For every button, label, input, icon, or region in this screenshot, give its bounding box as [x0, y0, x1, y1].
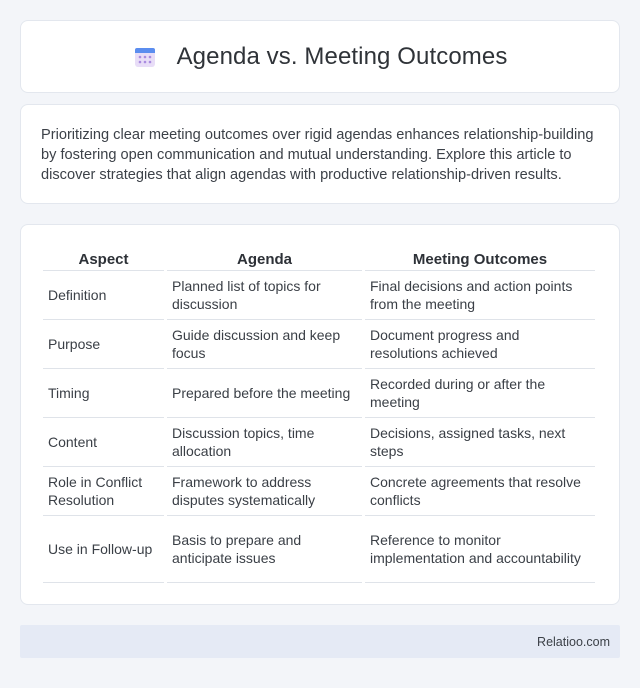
title-card — [20, 20, 620, 93]
table-row — [43, 320, 595, 369]
cell-aspect: Purpose — [43, 320, 164, 369]
table-header-row — [43, 245, 595, 271]
cell-agenda: Planned list of topics for discussion — [167, 271, 362, 320]
cell-agenda: Discussion topics, time allocation — [167, 418, 362, 467]
header-aspect: Aspect — [43, 245, 164, 271]
header-meeting-outcomes: Meeting Outcomes — [365, 245, 595, 271]
cell-aspect: Role in Conflict Resolution — [43, 467, 164, 516]
cell-outcomes: Decisions, assigned tasks, next steps — [365, 418, 595, 467]
calendar-icon — [133, 45, 157, 69]
intro-card — [20, 104, 620, 204]
table-row — [43, 369, 595, 418]
page-title: Agenda vs. Meeting Outcomes — [176, 42, 508, 70]
cell-outcomes: Recorded during or after the meeting — [365, 369, 595, 418]
cell-aspect: Timing — [43, 369, 164, 418]
footer-bar — [20, 625, 620, 658]
header-agenda: Agenda — [167, 245, 362, 271]
table-row — [43, 516, 595, 583]
cell-agenda: Basis to prepare and anticipate issues — [167, 516, 362, 583]
comparison-table — [40, 245, 598, 583]
cell-aspect: Content — [43, 418, 164, 467]
cell-agenda: Guide discussion and keep focus — [167, 320, 362, 369]
table-row — [43, 418, 595, 467]
cell-outcomes: Reference to monitor implementation and accountability — [365, 516, 595, 583]
cell-aspect: Use in Follow-up — [43, 516, 164, 583]
table-row — [43, 271, 595, 320]
cell-agenda: Framework to address disputes systematically — [167, 467, 362, 516]
comparison-table-card — [20, 224, 620, 605]
footer-brand: Relatioo.com — [537, 634, 610, 649]
intro-paragraph: Prioritizing clear meeting outcomes over rigid agendas enhances relationship-building by fostering open communication and mutual understanding. Explore this article to discover strategies that align agendas with productive relationship-driven results. — [41, 127, 594, 183]
cell-aspect: Definition — [43, 271, 164, 320]
table-row — [43, 467, 595, 516]
cell-outcomes: Final decisions and action points from the meeting — [365, 271, 595, 320]
cell-outcomes: Document progress and resolutions achieved — [365, 320, 595, 369]
cell-agenda: Prepared before the meeting — [167, 369, 362, 418]
cell-outcomes: Concrete agreements that resolve conflicts — [365, 467, 595, 516]
